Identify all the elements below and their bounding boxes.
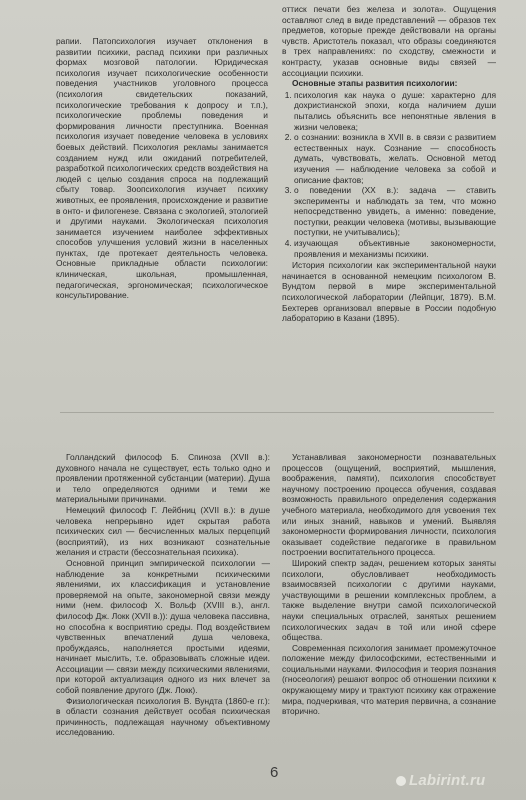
stages-list [282, 90, 496, 260]
paragraph: оттиск печати без железа и золота». Ощущения оставляют след в виде представлений — образов тех предметов, которые прежде действовали на органы чувств. Аристотель показал, что образы соединяются в трех направлениях: по сходству, смежности и контрасту, указав основные виды связей — ассоциации психики. [282, 4, 496, 78]
watermark-logo-icon [396, 776, 406, 786]
paragraph: Основной принцип эмпирической психологии — наблюдение за конкретными психическими явлениями, их классификация и установление проверяемой на опыте, закономерной связи между ними (нем. философ Х. Вольф (XVIII в.), англ. философ Дж. Локк (XVII в.)): душа человека пассивна, но способна к восприятию среды. Под воздействием чувственных впечатлений душа человека, пробуждаясь, наполняется простыми идеями, начинает мыслить, т.е. образовывать сложные идеи. Ассоциации — связи между психическими явлениями, при которой актуализация одного из них влечет за собой появление другого (Дж. Локк). [56, 557, 270, 696]
column-top-right [282, 4, 496, 324]
section-heading: Основные этапы развития психологии: [292, 78, 458, 89]
list-item: 3. о поведении (XX в.): задача — ставить эксперименты и наблюдать за тем, что можно непосредственно увидеть, а именно: поведение, поступки, реакции человека (мотивы, вызывающие поступки, не учитывались); [294, 185, 496, 238]
page-number: 6 [270, 764, 279, 781]
list-item: 2. о сознании: возникла в XVII в. в связи с развитием естественных наук. Сознание — способность думать, чувствовать, желать. Основной метод изучения — наблюдение человека за собой и описание фактов; [294, 132, 496, 185]
list-item: 1. психология как наука о душе: характерно для дохристианской эпохи, когда наличием души пытались объяснить все непонятные явления в жизни человека; [294, 90, 496, 132]
watermark [396, 772, 485, 789]
paragraph: Устанавливая закономерности познавательных процессов (ощущений, восприятий, мышления, воображения, памяти), психология способствует научному построению процесса обучения, создавая возможность правильного определения содержания учебного материала, необходимого для усвоения тех или иных знаний, навыков и умений. Выявляя закономерности формирования личности, психология оказывает содействие педагогике в правильном построении воспитательного процесса. [282, 452, 496, 558]
column-top-left [56, 36, 268, 301]
column-bottom-right [282, 452, 496, 717]
paragraph: Физиологическая психология В. Вундта (1860-е гг.): в области сознания действует особая психическая причинность, подлежащая научному объективному исследованию. [56, 695, 270, 738]
paragraph: Широкий спектр задач, решением которых заняты психологи, обусловливает необходимость взаимосвязей психологии с другими науками, участвующими в решении комплексных проблем, а также выделение внутри самой психологической науки специальных отраслей, занятых решением психологических задач в той или иной сфере общества. [282, 557, 496, 643]
paragraph: Современная психология занимает промежуточное положение между философскими, естественными и социальными науками. Философия и теория познания (гносеология) решают вопрос об отношении психики к окружающему миру и трактуют психику как отражение мира, подчеркивая, что материя первична, а сознание вторично. [282, 642, 496, 717]
divider [60, 412, 494, 413]
paragraph: Немецкий философ Г. Лейбниц (XVII в.): в душе человека непрерывно идет скрытая работа психических сил — бесчисленных малых перцепций (восприятий), из них возникают сознательные желания и страсти (бессознательная психика). [56, 504, 270, 558]
paragraph: Голландский философ Б. Спиноза (XVII в.): духовного начала не существует, есть только одно и проявлении протяженной субстанции (материи). Душа и тело определяются одними и теми же материальными причинами. [56, 452, 270, 505]
paragraph: История психологии как экспериментальной науки начинается в основанной немецким психологом В. Вундтом первой в мире экспериментальной психологической лаборатории (Лейпциг, 1879). В.М. Бехтерев организовал впервые в России подобную лабораторию в Казани (1895). [282, 260, 496, 324]
watermark-text: Labirint.ru [409, 772, 486, 789]
paragraph: рапии. Патопсихология изучает отклонения в развитии психики, распад психики при различных формах мозговой патологии. Юридическая психология изучает психологические особенности поведения участников уголовного процесса (психология свидетельских показаний, психологические требования к допросу и т.п.), психологические проблемы поведения и формирования личности преступника. Военная психология изучает поведение человека в условиях боевых действий. Психология рекламы занимается созданием нужд или ожиданий потребителей, разработкой психологических средств воздействия на людей с целью создания спроса на подлежащий сбыту товар. Зоопсихология изучает психику животных, ее проявления, происхождение и развитие в онто- и филогенезе. Связана с экологией, этологией и другими науками. Экологическая психология занимается изучением наиболее эффективных способов улучшения условий жизни в населенных пунктах, где протекает деятельность человека. Основные прикладные области психологии: клиническая, школьная, промышленная, педагогическая, эргономическая; психологическое консультирование. [56, 36, 268, 301]
list-item: 4. изучающая объективные закономерности, проявления и механизмы психики. [294, 238, 496, 259]
column-bottom-left [56, 452, 270, 738]
